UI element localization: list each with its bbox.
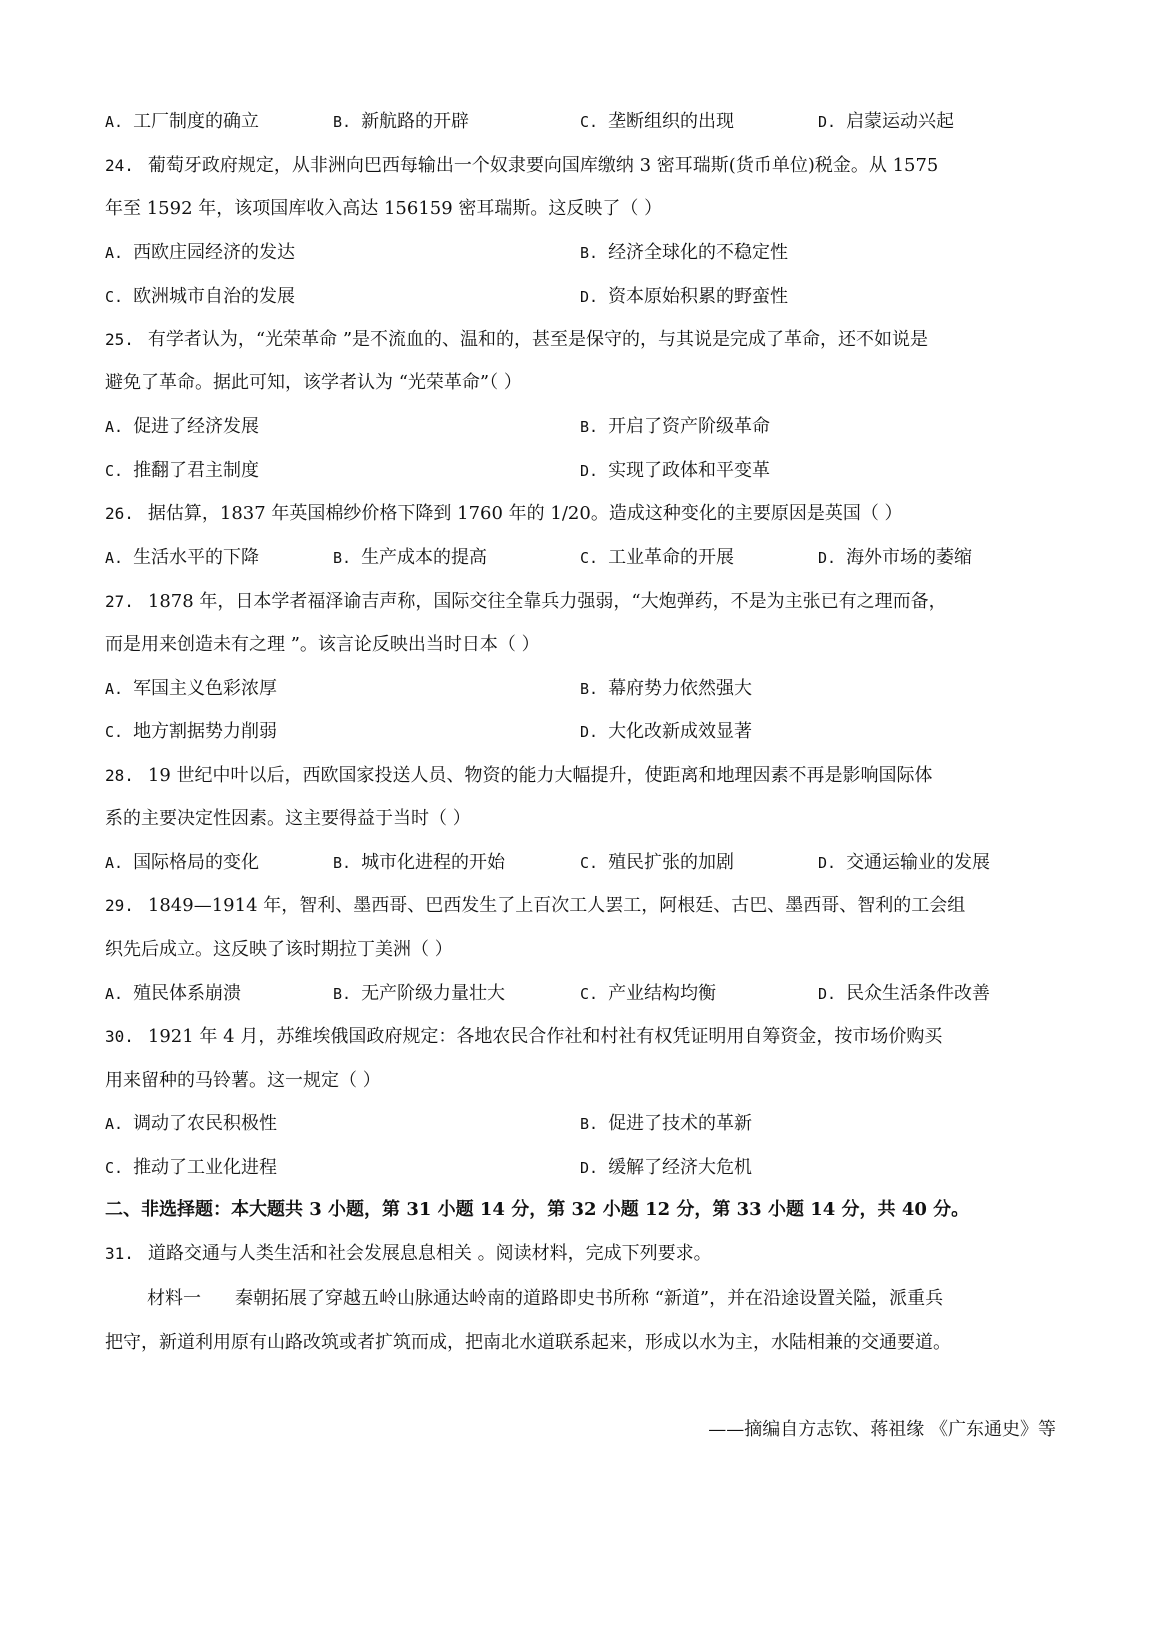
option-text: 西欧庄园经济的发达 <box>133 242 296 263</box>
q28-option-a <box>105 851 259 875</box>
option-text: 产业结构均衡 <box>608 983 717 1004</box>
option-text: 幕府势力依然强大 <box>608 678 753 699</box>
q30-option-b <box>580 1112 752 1136</box>
q30-option-c <box>105 1156 277 1180</box>
q24-stem-line1 <box>105 154 938 178</box>
option-text: 城市化进程的开始 <box>361 852 506 873</box>
option-text: 实现了政体和平变革 <box>608 460 771 481</box>
option-text: 工业革命的开展 <box>608 547 735 568</box>
option-letter: A. <box>105 1115 124 1133</box>
question-text: 葡萄牙政府规定，从非洲向巴西每输出一个奴隶要向国库缴纳 3 密耳瑞斯(货币单位)税金。从 1575 <box>147 155 939 176</box>
option-text: 生活水平的下降 <box>133 547 260 568</box>
q26-option-d <box>818 546 972 570</box>
option-letter: B. <box>580 1115 599 1133</box>
q27-option-a <box>105 677 277 701</box>
q29-option-d <box>818 982 990 1006</box>
option-text: 经济全球化的不稳定性 <box>608 242 789 263</box>
q31-material-line1 <box>147 1287 943 1311</box>
option-letter: C. <box>580 549 599 567</box>
option-text: 开启了资产阶级革命 <box>608 416 771 437</box>
q27-option-b <box>580 677 752 701</box>
option-text: 地方割据势力削弱 <box>133 721 278 742</box>
q30-option-a <box>105 1112 277 1136</box>
q31-material-line2: 把守，新道利用原有山路改筑或者扩筑而成，把南北水道联系起来，形成以水为主，水陆相兼的交通要道。 <box>105 1332 951 1353</box>
option-text: 启蒙运动兴起 <box>846 111 955 132</box>
question-text: 道路交通与人类生活和社会发展息息相关 。阅读材料，完成下列要求。 <box>147 1243 712 1264</box>
q27-stem-line1 <box>105 590 947 614</box>
q30-stem-line1 <box>105 1025 942 1049</box>
option-letter: D. <box>818 113 837 131</box>
option-letter: B. <box>333 854 352 872</box>
option-text: 推动了工业化进程 <box>133 1157 278 1178</box>
question-text: 1878 年，日本学者福泽谕吉声称，国际交往全靠兵力强弱，“大炮弹药，不是为主张已有之理而备， <box>147 591 947 612</box>
option-letter: B. <box>333 985 352 1003</box>
option-text: 促进了经济发展 <box>133 416 260 437</box>
question-number: 31. <box>105 1244 134 1263</box>
q25-stem-line1 <box>105 328 928 352</box>
option-letter: C. <box>105 288 124 306</box>
option-letter: A. <box>105 854 124 872</box>
option-letter: A. <box>105 418 124 436</box>
question-text: 据估算，1837 年英国棉纱价格下降到 1760 年的 1/20。造成这种变化的主要原因是英国（ ） <box>147 503 903 524</box>
option-text: 调动了农民积极性 <box>133 1113 278 1134</box>
q26-option-c <box>580 546 734 570</box>
q26-option-a <box>105 546 259 570</box>
option-text: 生产成本的提高 <box>361 547 488 568</box>
option-text: 殖民扩张的加剧 <box>608 852 735 873</box>
option-letter: B. <box>333 549 352 567</box>
option-text: 殖民体系崩溃 <box>133 983 242 1004</box>
material-label: 材料一 <box>147 1288 201 1309</box>
option-letter: A. <box>105 985 124 1003</box>
q28-option-b <box>333 851 505 875</box>
q24-option-d <box>580 285 788 309</box>
option-letter: A. <box>105 113 124 131</box>
q31-stem-line1 <box>105 1242 712 1266</box>
option-text: 促进了技术的革新 <box>608 1113 753 1134</box>
question-number: 30. <box>105 1027 134 1046</box>
option-letter: D. <box>580 288 599 306</box>
option-text: 国际格局的变化 <box>133 852 260 873</box>
q27-option-c <box>105 720 277 744</box>
option-letter: B. <box>580 680 599 698</box>
option-letter: A. <box>105 244 124 262</box>
question-number: 28. <box>105 766 134 785</box>
option-text: 民众生活条件改善 <box>846 983 991 1004</box>
option-text: 缓解了经济大危机 <box>608 1157 753 1178</box>
option-text: 垄断组织的出现 <box>608 111 735 132</box>
option-letter: C. <box>105 723 124 741</box>
q25-option-d <box>580 459 770 483</box>
q28-option-c <box>580 851 734 875</box>
option-letter: D. <box>818 854 837 872</box>
option-text: 工厂制度的确立 <box>133 111 260 132</box>
option-letter: D. <box>818 549 837 567</box>
option-text: 资本原始积累的野蛮性 <box>608 286 789 307</box>
question-text: 19 世纪中叶以后，西欧国家投送人员、物资的能力大幅提升，使距离和地理因素不再是影响国际体 <box>147 765 933 786</box>
question-text: 有学者认为，“光荣革命 ”是不流血的、温和的，甚至是保守的，与其说是完成了革命，还不如说是 <box>147 329 929 350</box>
option-letter: D. <box>580 462 599 480</box>
q25-option-a <box>105 415 259 439</box>
q23-option-b <box>333 110 469 134</box>
option-letter: D. <box>580 1159 599 1177</box>
option-letter: C. <box>580 113 599 131</box>
q30-stem-line2: 用来留种的马铃薯。这一规定（ ） <box>105 1070 381 1091</box>
q28-stem-line2: 系的主要决定性因素。这主要得益于当时（ ） <box>105 808 471 829</box>
question-number: 29. <box>105 896 134 915</box>
q23-option-c <box>580 110 734 134</box>
option-letter: D. <box>818 985 837 1003</box>
question-text: 1849—1914 年，智利、墨西哥、巴西发生了上百次工人罢工，阿根廷、古巴、墨西哥、智利的工会组 <box>147 895 966 916</box>
option-letter: A. <box>105 680 124 698</box>
q25-option-b <box>580 415 770 439</box>
q27-stem-line2: 而是用来创造未有之理 ”。该言论反映出当时日本（ ） <box>105 634 540 655</box>
q29-option-a <box>105 982 241 1006</box>
q29-stem-line2: 织先后成立。这反映了该时期拉丁美洲（ ） <box>105 939 453 960</box>
q29-stem-line1 <box>105 894 965 918</box>
option-letter: B. <box>580 244 599 262</box>
question-number: 27. <box>105 592 134 611</box>
q23-option-a <box>105 110 259 134</box>
option-letter: C. <box>105 462 124 480</box>
option-letter: D. <box>580 723 599 741</box>
option-letter: B. <box>333 113 352 131</box>
option-text: 推翻了君主制度 <box>133 460 260 481</box>
option-text: 欧洲城市自治的发展 <box>133 286 296 307</box>
option-letter: A. <box>105 549 124 567</box>
q26-option-b <box>333 546 487 570</box>
q29-option-b <box>333 982 505 1006</box>
material-source: ——摘编自方志钦、蒋祖缘 《广东通史》等 <box>708 1419 1056 1440</box>
option-text: 交通运输业的发展 <box>846 852 991 873</box>
q24-option-c <box>105 285 295 309</box>
option-text: 无产阶级力量壮大 <box>361 983 506 1004</box>
question-text: 1921 年 4 月，苏维埃俄国政府规定：各地农民合作社和村社有权凭证明用自筹资金，按市场价购买 <box>147 1026 943 1047</box>
option-text: 大化改新成效显著 <box>608 721 753 742</box>
q24-option-a <box>105 241 295 265</box>
q27-option-d <box>580 720 752 744</box>
option-letter: C. <box>105 1159 124 1177</box>
option-letter: C. <box>580 854 599 872</box>
option-letter: B. <box>580 418 599 436</box>
q26-stem-line1 <box>105 502 903 526</box>
question-number: 24. <box>105 156 134 175</box>
option-letter: C. <box>580 985 599 1003</box>
option-text: 海外市场的萎缩 <box>846 547 973 568</box>
q25-option-c <box>105 459 259 483</box>
q24-option-b <box>580 241 788 265</box>
option-text: 新航路的开辟 <box>361 111 470 132</box>
q28-stem-line1 <box>105 764 933 788</box>
material-text: 秦朝拓展了穿越五岭山脉通达岭南的道路即史书所称 “新道”，并在沿途设置关隘，派重兵 <box>235 1288 944 1309</box>
question-number: 25. <box>105 330 134 349</box>
q28-option-d <box>818 851 990 875</box>
q25-stem-line2: 避免了革命。据此可知，该学者认为 “光荣革命”（ ） <box>105 372 522 393</box>
q24-stem-line2: 年至 1592 年，该项国库收入高达 156159 密耳瑞斯。这反映了（ ） <box>105 198 663 219</box>
q23-option-d <box>818 110 954 134</box>
q30-option-d <box>580 1156 752 1180</box>
question-number: 26. <box>105 504 134 523</box>
q29-option-c <box>580 982 716 1006</box>
section-heading: 二、非选择题：本大题共 3 小题，第 31 小题 14 分，第 32 小题 12 分，第 33 小题 14 分，共 40 分。 <box>105 1199 970 1220</box>
option-text: 军国主义色彩浓厚 <box>133 678 278 699</box>
